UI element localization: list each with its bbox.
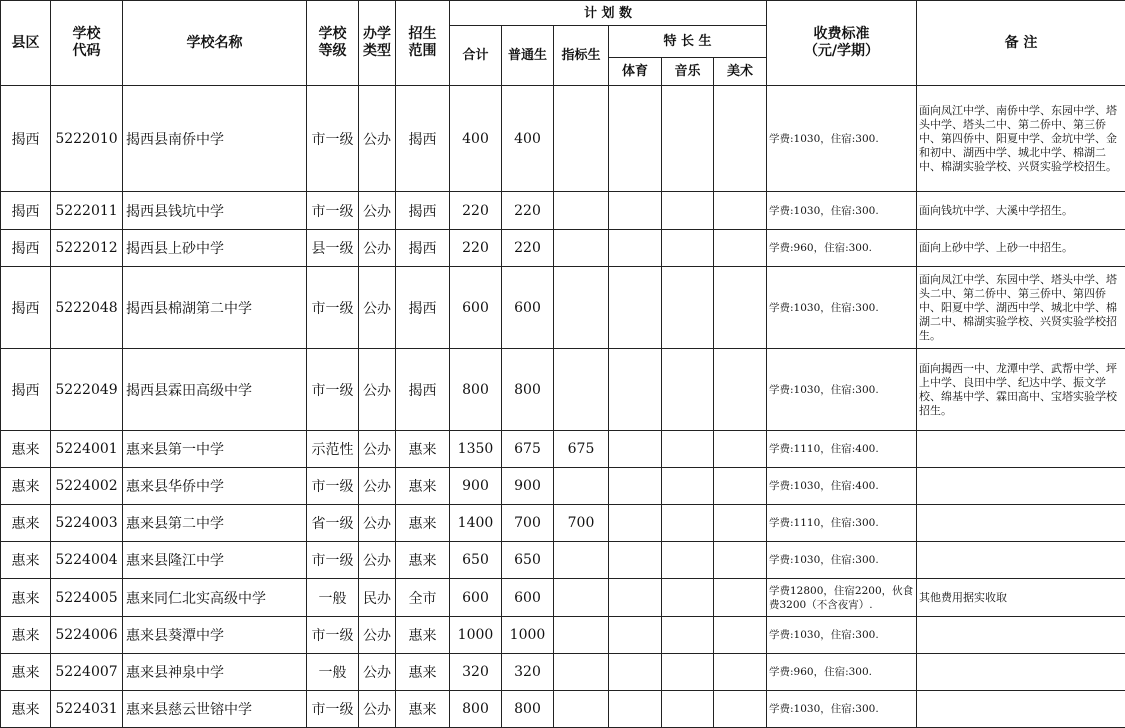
cell-school-type: 民办 <box>359 579 396 617</box>
cell-music <box>662 654 714 691</box>
cell-music <box>662 349 714 431</box>
header-school-level: 学校 等级 <box>307 1 359 86</box>
cell-school-code: 5222012 <box>51 230 123 267</box>
cell-fee: 学费:1110，住宿:300. <box>767 505 917 542</box>
cell-school-level: 市一级 <box>307 691 359 728</box>
cell-school-level: 县一级 <box>307 230 359 267</box>
cell-county: 惠来 <box>1 691 51 728</box>
cell-music <box>662 267 714 349</box>
cell-enroll-range: 惠来 <box>396 505 450 542</box>
cell-music <box>662 468 714 505</box>
header-school-code: 学校 代码 <box>51 1 123 86</box>
cell-art <box>714 267 767 349</box>
cell-sports <box>609 617 662 654</box>
cell-music <box>662 542 714 579</box>
cell-enroll-range: 惠来 <box>396 654 450 691</box>
cell-total: 650 <box>450 542 502 579</box>
cell-music <box>662 230 714 267</box>
table-row <box>1 267 1125 349</box>
header-sports: 体育 <box>609 58 662 86</box>
cell-county: 惠来 <box>1 579 51 617</box>
cell-music <box>662 505 714 542</box>
cell-school-name: 惠来县隆江中学 <box>123 542 307 579</box>
cell-school-type: 公办 <box>359 654 396 691</box>
cell-school-code: 5222048 <box>51 267 123 349</box>
cell-fee: 学费:1030，住宿:300. <box>767 617 917 654</box>
cell-quota: 675 <box>554 431 609 468</box>
cell-county: 揭西 <box>1 86 51 192</box>
cell-remarks <box>917 431 1125 468</box>
cell-quota: 700 <box>554 505 609 542</box>
cell-school-code: 5222010 <box>51 86 123 192</box>
cell-remarks <box>917 654 1125 691</box>
cell-total: 600 <box>450 267 502 349</box>
cell-enroll-range: 惠来 <box>396 431 450 468</box>
cell-remarks: 其他费用据实收取 <box>917 579 1125 617</box>
header-plan: 计 划 数 <box>450 1 767 26</box>
cell-music <box>662 192 714 230</box>
header-regular: 普通生 <box>502 26 554 86</box>
cell-enroll-range: 惠来 <box>396 468 450 505</box>
cell-fee: 学费:1030，住宿:300. <box>767 542 917 579</box>
cell-remarks: 面向钱坑中学、大溪中学招生。 <box>917 192 1125 230</box>
cell-fee: 学费:1030，住宿:300. <box>767 86 917 192</box>
cell-school-level: 市一级 <box>307 267 359 349</box>
cell-regular: 400 <box>502 86 554 192</box>
cell-school-code: 5224004 <box>51 542 123 579</box>
cell-school-type: 公办 <box>359 230 396 267</box>
cell-sports <box>609 267 662 349</box>
cell-county: 惠来 <box>1 617 51 654</box>
cell-fee: 学费:1030，住宿:300. <box>767 349 917 431</box>
cell-school-code: 5224003 <box>51 505 123 542</box>
cell-art <box>714 230 767 267</box>
cell-regular: 800 <box>502 349 554 431</box>
cell-school-level: 市一级 <box>307 542 359 579</box>
cell-art <box>714 691 767 728</box>
header-fee: 收费标准 （元/学期） <box>767 1 917 86</box>
cell-art <box>714 349 767 431</box>
cell-school-level: 市一级 <box>307 468 359 505</box>
table-row <box>1 617 1125 654</box>
cell-school-type: 公办 <box>359 468 396 505</box>
cell-school-code: 5224002 <box>51 468 123 505</box>
cell-remarks <box>917 468 1125 505</box>
cell-regular: 220 <box>502 192 554 230</box>
cell-county: 揭西 <box>1 230 51 267</box>
cell-total: 1400 <box>450 505 502 542</box>
cell-quota <box>554 230 609 267</box>
table-row <box>1 349 1125 431</box>
cell-total: 1000 <box>450 617 502 654</box>
cell-county: 揭西 <box>1 349 51 431</box>
cell-regular: 220 <box>502 230 554 267</box>
cell-school-name: 惠来县慈云世镕中学 <box>123 691 307 728</box>
cell-school-level: 示范性 <box>307 431 359 468</box>
cell-quota <box>554 691 609 728</box>
cell-sports <box>609 579 662 617</box>
cell-art <box>714 192 767 230</box>
cell-art <box>714 431 767 468</box>
header-music: 音乐 <box>662 58 714 86</box>
cell-fee: 学费:1030，住宿:300. <box>767 192 917 230</box>
cell-total: 600 <box>450 579 502 617</box>
cell-school-code: 5224005 <box>51 579 123 617</box>
cell-school-name: 揭西县霖田高级中学 <box>123 349 307 431</box>
cell-enroll-range: 揭西 <box>396 192 450 230</box>
cell-remarks: 面向上砂中学、上砂一中招生。 <box>917 230 1125 267</box>
cell-remarks <box>917 505 1125 542</box>
cell-art <box>714 654 767 691</box>
cell-school-level: 一般 <box>307 579 359 617</box>
cell-school-type: 公办 <box>359 505 396 542</box>
cell-sports <box>609 654 662 691</box>
cell-school-level: 省一级 <box>307 505 359 542</box>
header-county: 县区 <box>1 1 51 86</box>
cell-fee: 学费:1030，住宿:300. <box>767 691 917 728</box>
cell-school-name: 惠来县华侨中学 <box>123 468 307 505</box>
table-row <box>1 579 1125 617</box>
cell-music <box>662 431 714 468</box>
table-row <box>1 230 1125 267</box>
header-total: 合计 <box>450 26 502 86</box>
cell-school-name: 惠来县葵潭中学 <box>123 617 307 654</box>
cell-enroll-range: 全市 <box>396 579 450 617</box>
header-special: 特 长 生 <box>609 26 767 58</box>
cell-fee: 学费:1030，住宿:300. <box>767 267 917 349</box>
cell-art <box>714 505 767 542</box>
cell-school-level: 市一级 <box>307 617 359 654</box>
header-enroll-range: 招生 范围 <box>396 1 450 86</box>
cell-total: 800 <box>450 691 502 728</box>
cell-sports <box>609 431 662 468</box>
cell-school-name: 揭西县上砂中学 <box>123 230 307 267</box>
cell-school-name: 揭西县钱坑中学 <box>123 192 307 230</box>
table-body <box>1 86 1125 728</box>
cell-school-type: 公办 <box>359 691 396 728</box>
cell-music <box>662 579 714 617</box>
cell-art <box>714 468 767 505</box>
cell-enroll-range: 惠来 <box>396 691 450 728</box>
table-row <box>1 542 1125 579</box>
cell-regular: 320 <box>502 654 554 691</box>
table-row <box>1 691 1125 728</box>
cell-art <box>714 86 767 192</box>
cell-school-name: 惠来同仁北实高级中学 <box>123 579 307 617</box>
cell-school-type: 公办 <box>359 617 396 654</box>
cell-school-code: 5224031 <box>51 691 123 728</box>
cell-enroll-range: 惠来 <box>396 617 450 654</box>
cell-county: 惠来 <box>1 505 51 542</box>
cell-school-name: 揭西县棉湖第二中学 <box>123 267 307 349</box>
cell-remarks: 面向凤江中学、南侨中学、东园中学、塔头中学、塔头二中、第二侨中、第三侨中、第四侨中、阳夏中学、金坑中学、金和初中、湖西中学、城北中学、棉湖二中、棉湖实验学校、兴贤实验学校招生。 <box>917 86 1125 192</box>
cell-total: 1350 <box>450 431 502 468</box>
cell-school-name: 揭西县南侨中学 <box>123 86 307 192</box>
cell-regular: 650 <box>502 542 554 579</box>
cell-art <box>714 579 767 617</box>
cell-school-type: 公办 <box>359 192 396 230</box>
cell-music <box>662 86 714 192</box>
header-quota: 指标生 <box>554 26 609 86</box>
header-school-type: 办学 类型 <box>359 1 396 86</box>
cell-remarks: 面向揭西一中、龙潭中学、武帮中学、坪上中学、良田中学、纪达中学、振文学校、绵基中学、霖田高中、宝塔实验学校招生。 <box>917 349 1125 431</box>
cell-school-level: 一般 <box>307 654 359 691</box>
header-remarks: 备 注 <box>917 1 1125 86</box>
cell-fee: 学费:1110，住宿:400. <box>767 431 917 468</box>
cell-school-code: 5224001 <box>51 431 123 468</box>
cell-school-type: 公办 <box>359 267 396 349</box>
cell-remarks <box>917 617 1125 654</box>
cell-county: 惠来 <box>1 468 51 505</box>
cell-sports <box>609 691 662 728</box>
cell-sports <box>609 505 662 542</box>
cell-enroll-range: 揭西 <box>396 86 450 192</box>
cell-school-name: 惠来县神泉中学 <box>123 654 307 691</box>
cell-school-level: 市一级 <box>307 192 359 230</box>
cell-total: 800 <box>450 349 502 431</box>
header-school-name: 学校名称 <box>123 1 307 86</box>
table-row <box>1 468 1125 505</box>
header-art: 美术 <box>714 58 767 86</box>
cell-quota <box>554 579 609 617</box>
cell-school-code: 5222049 <box>51 349 123 431</box>
cell-sports <box>609 349 662 431</box>
cell-enroll-range: 惠来 <box>396 542 450 579</box>
cell-fee: 学费:960，住宿:300. <box>767 654 917 691</box>
cell-enroll-range: 揭西 <box>396 349 450 431</box>
cell-quota <box>554 542 609 579</box>
cell-school-code: 5224006 <box>51 617 123 654</box>
cell-school-level: 市一级 <box>307 86 359 192</box>
table-row <box>1 192 1125 230</box>
cell-county: 揭西 <box>1 267 51 349</box>
cell-regular: 900 <box>502 468 554 505</box>
cell-school-type: 公办 <box>359 349 396 431</box>
table-row <box>1 431 1125 468</box>
table-row <box>1 654 1125 691</box>
cell-remarks <box>917 542 1125 579</box>
cell-regular: 675 <box>502 431 554 468</box>
cell-school-code: 5224007 <box>51 654 123 691</box>
cell-county: 惠来 <box>1 431 51 468</box>
cell-total: 220 <box>450 192 502 230</box>
cell-fee: 学费:960，住宿:300. <box>767 230 917 267</box>
cell-school-type: 公办 <box>359 86 396 192</box>
cell-sports <box>609 468 662 505</box>
cell-county: 揭西 <box>1 192 51 230</box>
cell-quota <box>554 192 609 230</box>
cell-total: 220 <box>450 230 502 267</box>
cell-art <box>714 617 767 654</box>
cell-fee: 学费12800，住宿2200，伙食费3200（不含夜宵）. <box>767 579 917 617</box>
cell-remarks: 面向凤江中学、东园中学、塔头中学、塔头二中、第二侨中、第三侨中、第四侨中、阳夏中学、湖西中学、城北中学、棉湖二中、棉湖实验学校、兴贤实验学校招生。 <box>917 267 1125 349</box>
cell-sports <box>609 230 662 267</box>
cell-regular: 1000 <box>502 617 554 654</box>
cell-school-type: 公办 <box>359 431 396 468</box>
cell-county: 惠来 <box>1 654 51 691</box>
cell-quota <box>554 654 609 691</box>
cell-art <box>714 542 767 579</box>
cell-county: 惠来 <box>1 542 51 579</box>
cell-sports <box>609 192 662 230</box>
table-row <box>1 505 1125 542</box>
cell-fee: 学费:1030，住宿:400. <box>767 468 917 505</box>
cell-quota <box>554 617 609 654</box>
cell-quota <box>554 86 609 192</box>
cell-enroll-range: 揭西 <box>396 267 450 349</box>
cell-school-name: 惠来县第二中学 <box>123 505 307 542</box>
cell-music <box>662 691 714 728</box>
cell-regular: 700 <box>502 505 554 542</box>
cell-total: 320 <box>450 654 502 691</box>
cell-total: 900 <box>450 468 502 505</box>
cell-quota <box>554 468 609 505</box>
cell-regular: 800 <box>502 691 554 728</box>
cell-school-type: 公办 <box>359 542 396 579</box>
cell-remarks <box>917 691 1125 728</box>
cell-enroll-range: 揭西 <box>396 230 450 267</box>
cell-school-code: 5222011 <box>51 192 123 230</box>
cell-regular: 600 <box>502 267 554 349</box>
cell-sports <box>609 86 662 192</box>
table-row <box>1 86 1125 192</box>
cell-quota <box>554 349 609 431</box>
cell-regular: 600 <box>502 579 554 617</box>
cell-total: 400 <box>450 86 502 192</box>
cell-music <box>662 617 714 654</box>
cell-school-name: 惠来县第一中学 <box>123 431 307 468</box>
cell-quota <box>554 267 609 349</box>
cell-sports <box>609 542 662 579</box>
cell-school-level: 市一级 <box>307 349 359 431</box>
